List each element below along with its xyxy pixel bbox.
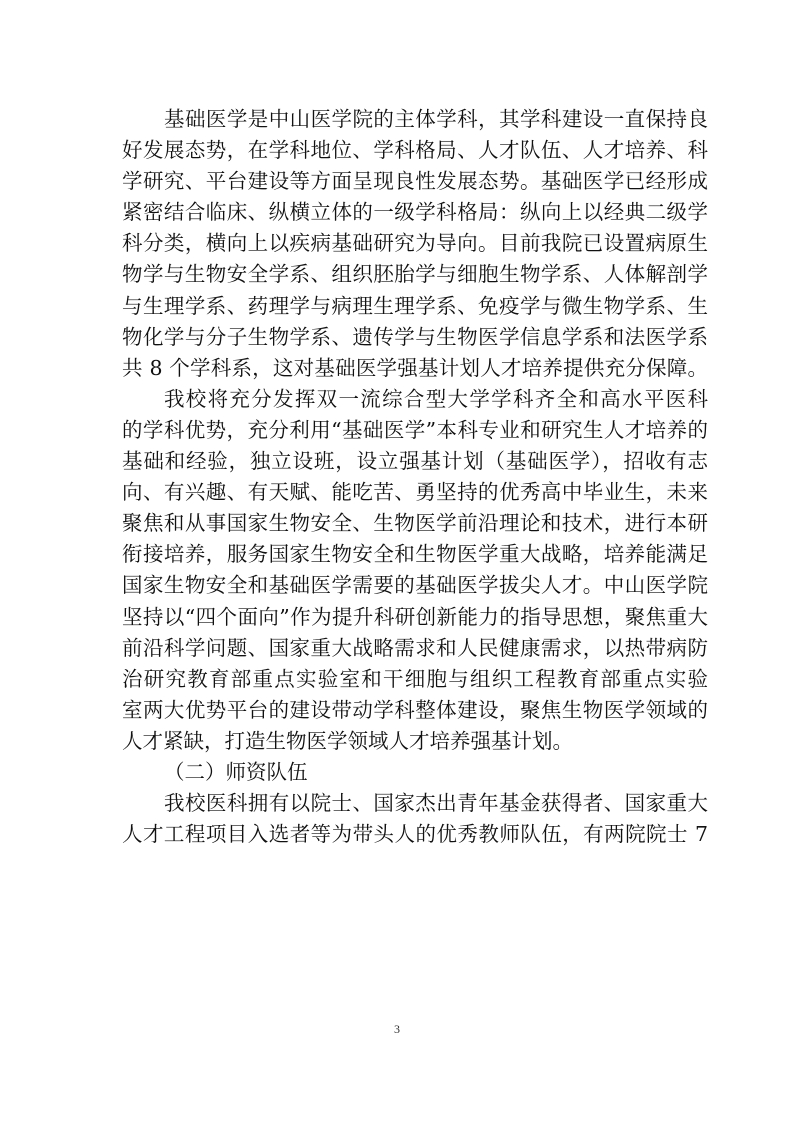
- paragraph-line: 科分类，横向上以疾病基础研究为导向。目前我院已设置病原生: [122, 231, 708, 256]
- paragraph-line: 物学与生物安全学系、组织胚胎学与细胞生物学系、人体解剖学: [122, 262, 708, 287]
- paragraph-line: 我校医科拥有以院士、国家杰出青年基金获得者、国家重大: [164, 791, 708, 816]
- paragraph-line: 紧密结合临床、纵横立体的一级学科格局：纵向上以经典二级学: [122, 200, 708, 225]
- paragraph-line: 共 8 个学科系，这对基础医学强基计划人才培养提供充分保障。: [122, 355, 708, 380]
- paragraph-line: 的学科优势，充分利用“基础医学”本科专业和研究生人才培养的: [122, 417, 708, 442]
- paragraph-line: 人才工程项目入选者等为带头人的优秀教师队伍，有两院院士 7: [122, 822, 708, 847]
- paragraph-line: 基础和经验，独立设班，设立强基计划（基础医学），招收有志: [122, 449, 708, 474]
- page-number: 3: [394, 1022, 400, 1036]
- section-heading: （二）师资队伍: [164, 759, 308, 784]
- paragraph-3: [122, 788, 708, 850]
- document-body: [122, 104, 708, 850]
- paragraph-line: 前沿科学问题、国家重大战略需求和人民健康需求，以热带病防: [122, 635, 708, 660]
- paragraph-2: [122, 384, 708, 757]
- paragraph-line: 聚焦和从事国家生物安全、生物医学前沿理论和技术，进行本研: [122, 511, 708, 536]
- paragraph-line: 好发展态势，在学科地位、学科格局、人才队伍、人才培养、科: [122, 138, 708, 163]
- paragraph-line: 衔接培养，服务国家生物安全和生物医学重大战略，培养能满足: [122, 542, 708, 567]
- paragraph-line: 治研究教育部重点实验室和干细胞与组织工程教育部重点实验: [122, 666, 708, 691]
- paragraph-line: 坚持以“四个面向”作为提升科研创新能力的指导思想，聚焦重大: [122, 604, 708, 629]
- paragraph-line: 国家生物安全和基础医学需要的基础医学拔尖人才。中山医学院: [122, 573, 708, 598]
- paragraph-1: [122, 104, 708, 384]
- paragraph-line: 与生理学系、药理学与病理生理学系、免疫学与微生物学系、生: [122, 293, 708, 318]
- paragraph-line: 人才紧缺，打造生物医学领域人才培养强基计划。: [122, 728, 573, 753]
- paragraph-line: 学研究、平台建设等方面呈现良性发展态势。基础医学已经形成: [122, 169, 708, 194]
- paragraph-line: 向、有兴趣、有天赋、能吃苦、勇坚持的优秀高中毕业生，未来: [122, 480, 708, 505]
- paragraph-line: 基础医学是中山医学院的主体学科，其学科建设一直保持良: [164, 107, 708, 131]
- paragraph-line: 我校将充分发挥双一流综合型大学学科齐全和高水平医科: [164, 386, 708, 411]
- paragraph-line: 物化学与分子生物学系、遗传学与生物医学信息学系和法医学系: [122, 324, 708, 349]
- paragraph-line: 室两大优势平台的建设带动学科整体建设，聚焦生物医学领域的: [122, 697, 708, 722]
